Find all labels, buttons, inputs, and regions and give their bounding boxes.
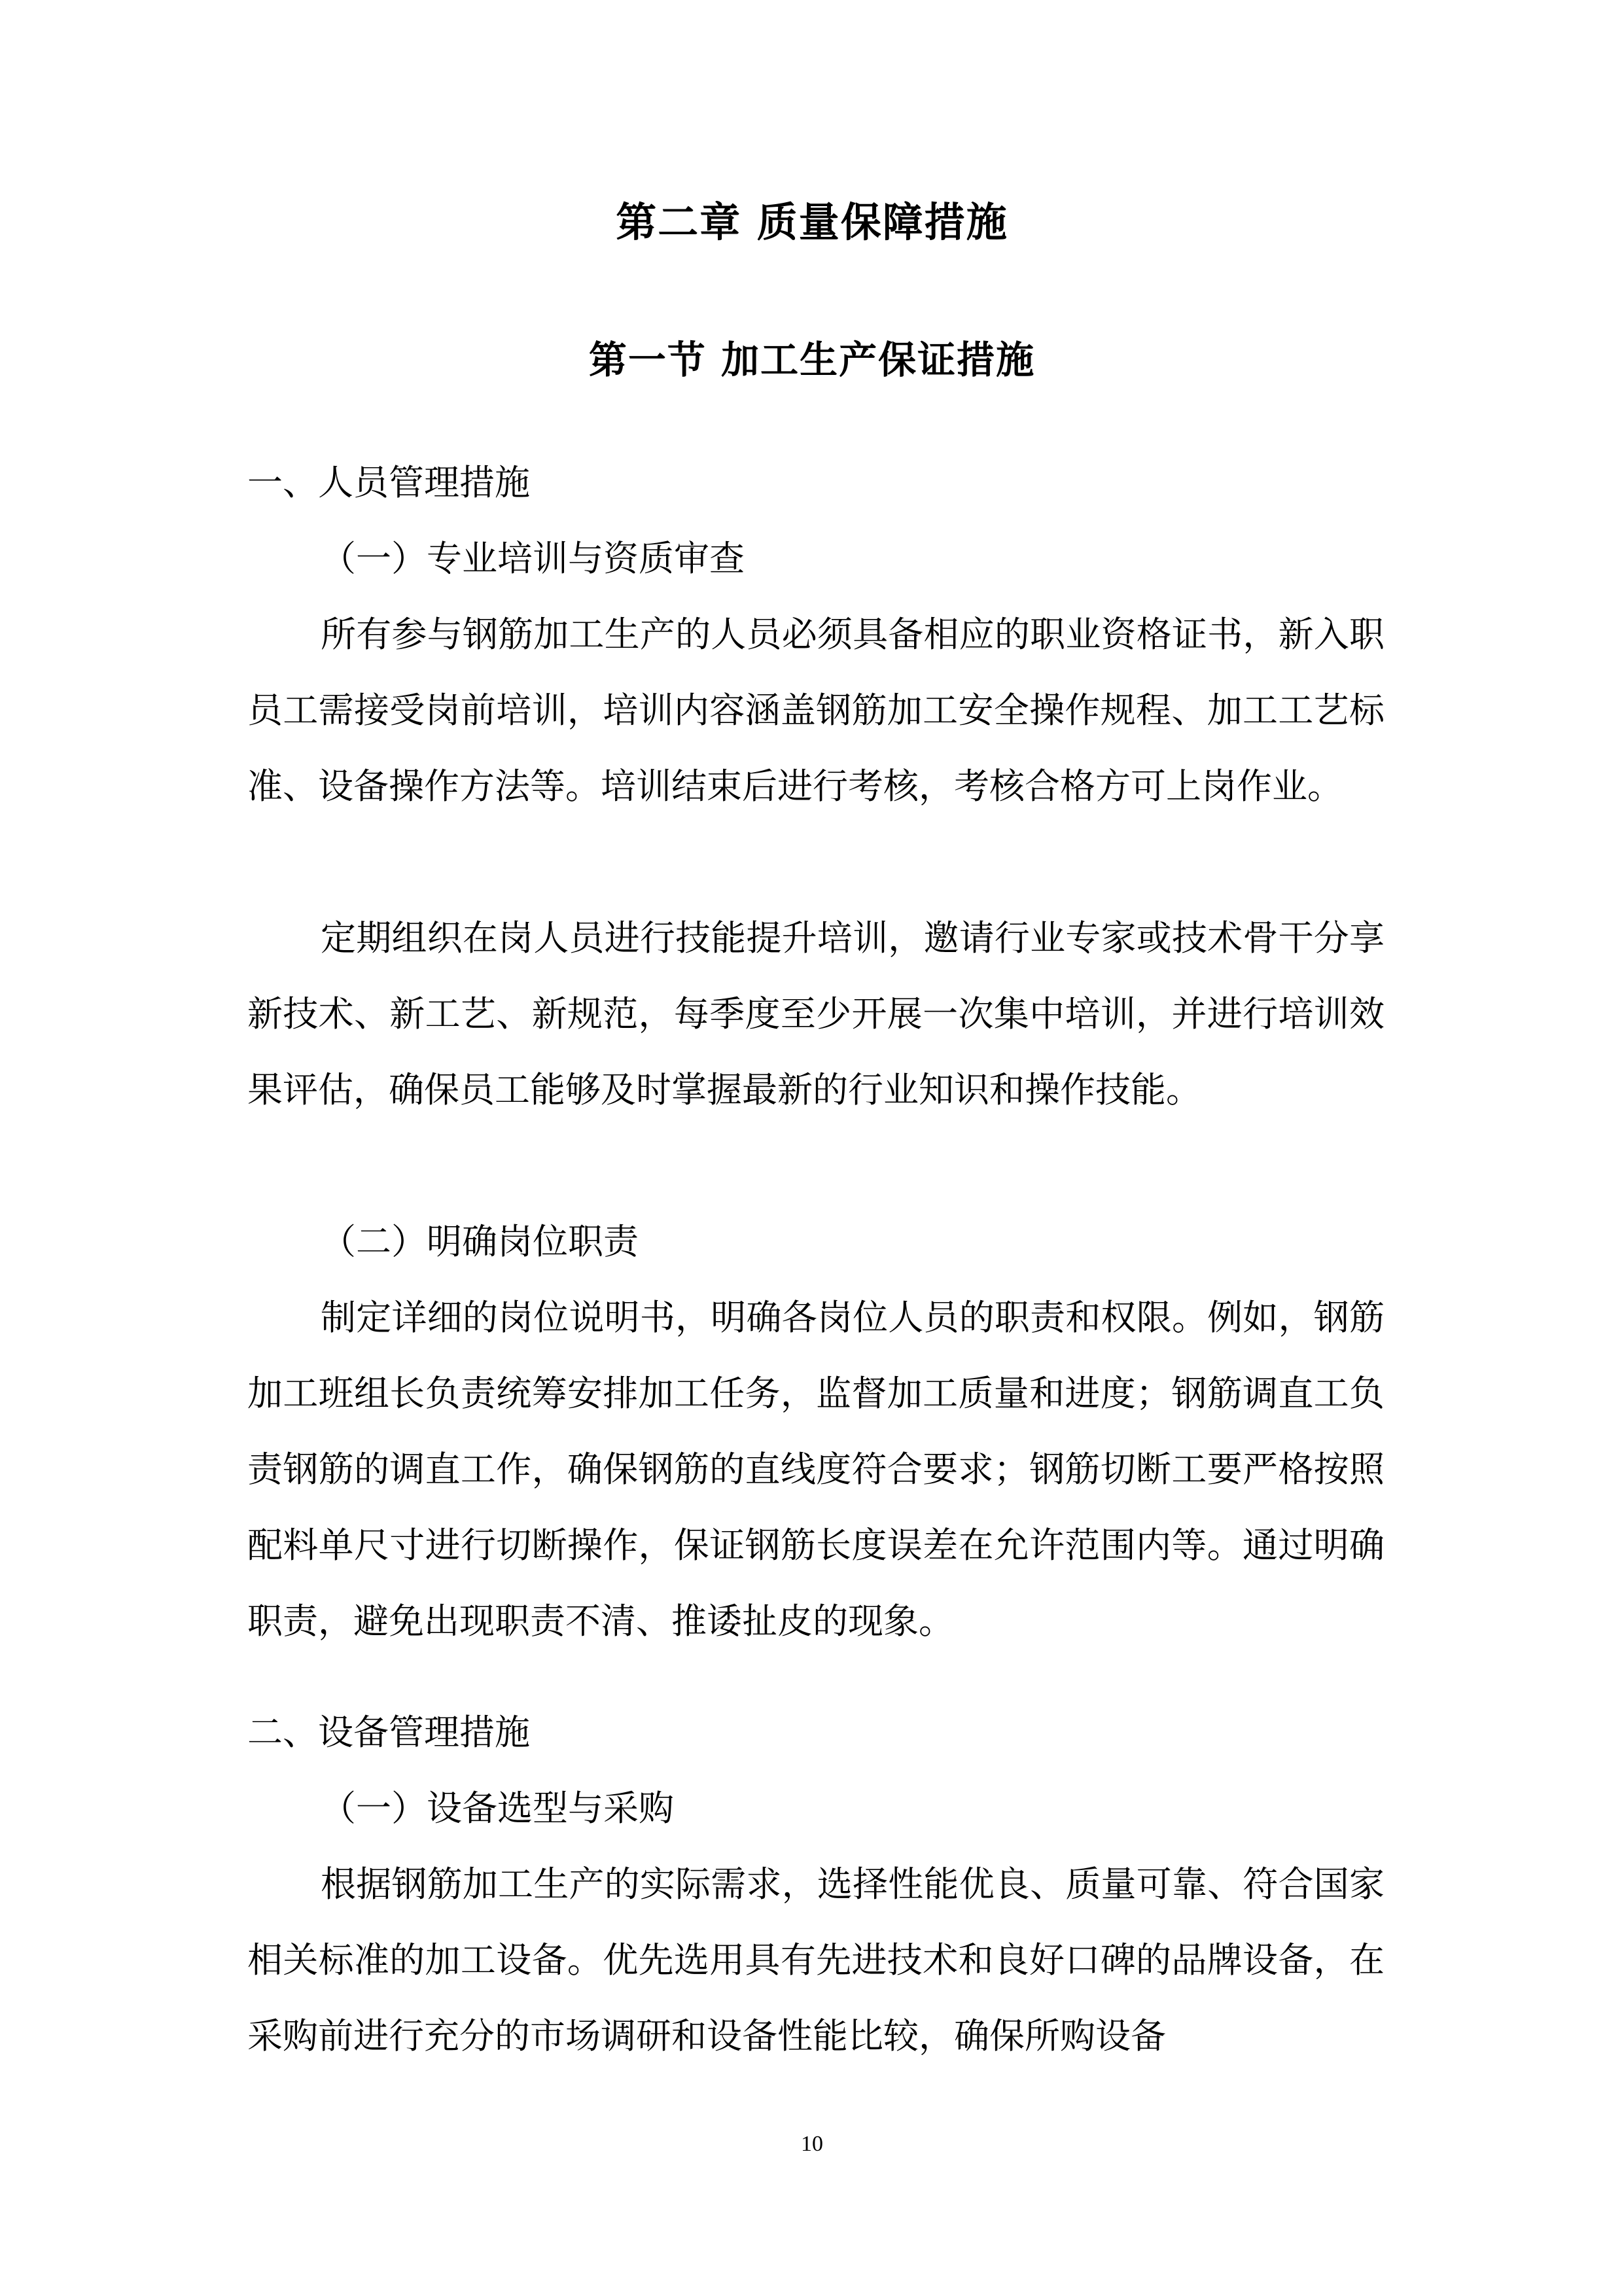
paragraph-job-description: 制定详细的岗位说明书，明确各岗位人员的职责和权限。例如，钢筋加工班组长负责统筹安排加工任务，监督加工质量和进度；钢筋调直工负责钢筋的调直工作，确保钢筋的直线度符合要求；钢筋切断工要严格按照配料单尺寸进行切断操作，保证钢筋长度误差在允许范围内等。通过明确职责，避免出现职责不清、推诿扯皮的现象。 — [247, 1297, 1385, 1642]
subheading-training-qualification: （一）专业培训与资质审查 — [321, 538, 745, 579]
heading-equipment-management: 二、设备管理措施 — [247, 1712, 530, 1753]
section-title: 第一节 加工生产保证措施 — [588, 338, 1036, 382]
paragraph-equipment-selection: 根据钢筋加工生产的实际需求，选择性能优良、质量可靠、符合国家相关标准的加工设备。优先选用具有先进技术和良好口碑的品牌设备，在采购前进行充分的市场调研和设备性能比较，确保所购设备 — [247, 1863, 1385, 2057]
paragraph-certification-training: 所有参与钢筋加工生产的人员必须具备相应的职业资格证书，新入职员工需接受岗前培训，培训内容涵盖钢筋加工安全操作规程、加工工艺标准、设备操作方法等。培训结束后进行考核，考核合格方可上岗作业。 — [247, 614, 1385, 807]
heading-personnel-management: 一、人员管理措施 — [247, 462, 530, 503]
subheading-equipment-selection: （一）设备选型与采购 — [321, 1788, 674, 1829]
chapter-title: 第二章 质量保障措施 — [616, 198, 1008, 246]
paragraph-skill-upgrade-training: 定期组织在岗人员进行技能提升培训，邀请行业专家或技术骨干分享新技术、新工艺、新规范，每季度至少开展一次集中培训，并进行培训效果评估，确保员工能够及时掌握最新的行业知识和操作技能。 — [247, 917, 1385, 1110]
page-number: 10 — [801, 2132, 823, 2156]
subheading-job-responsibilities: （二）明确岗位职责 — [321, 1221, 639, 1262]
